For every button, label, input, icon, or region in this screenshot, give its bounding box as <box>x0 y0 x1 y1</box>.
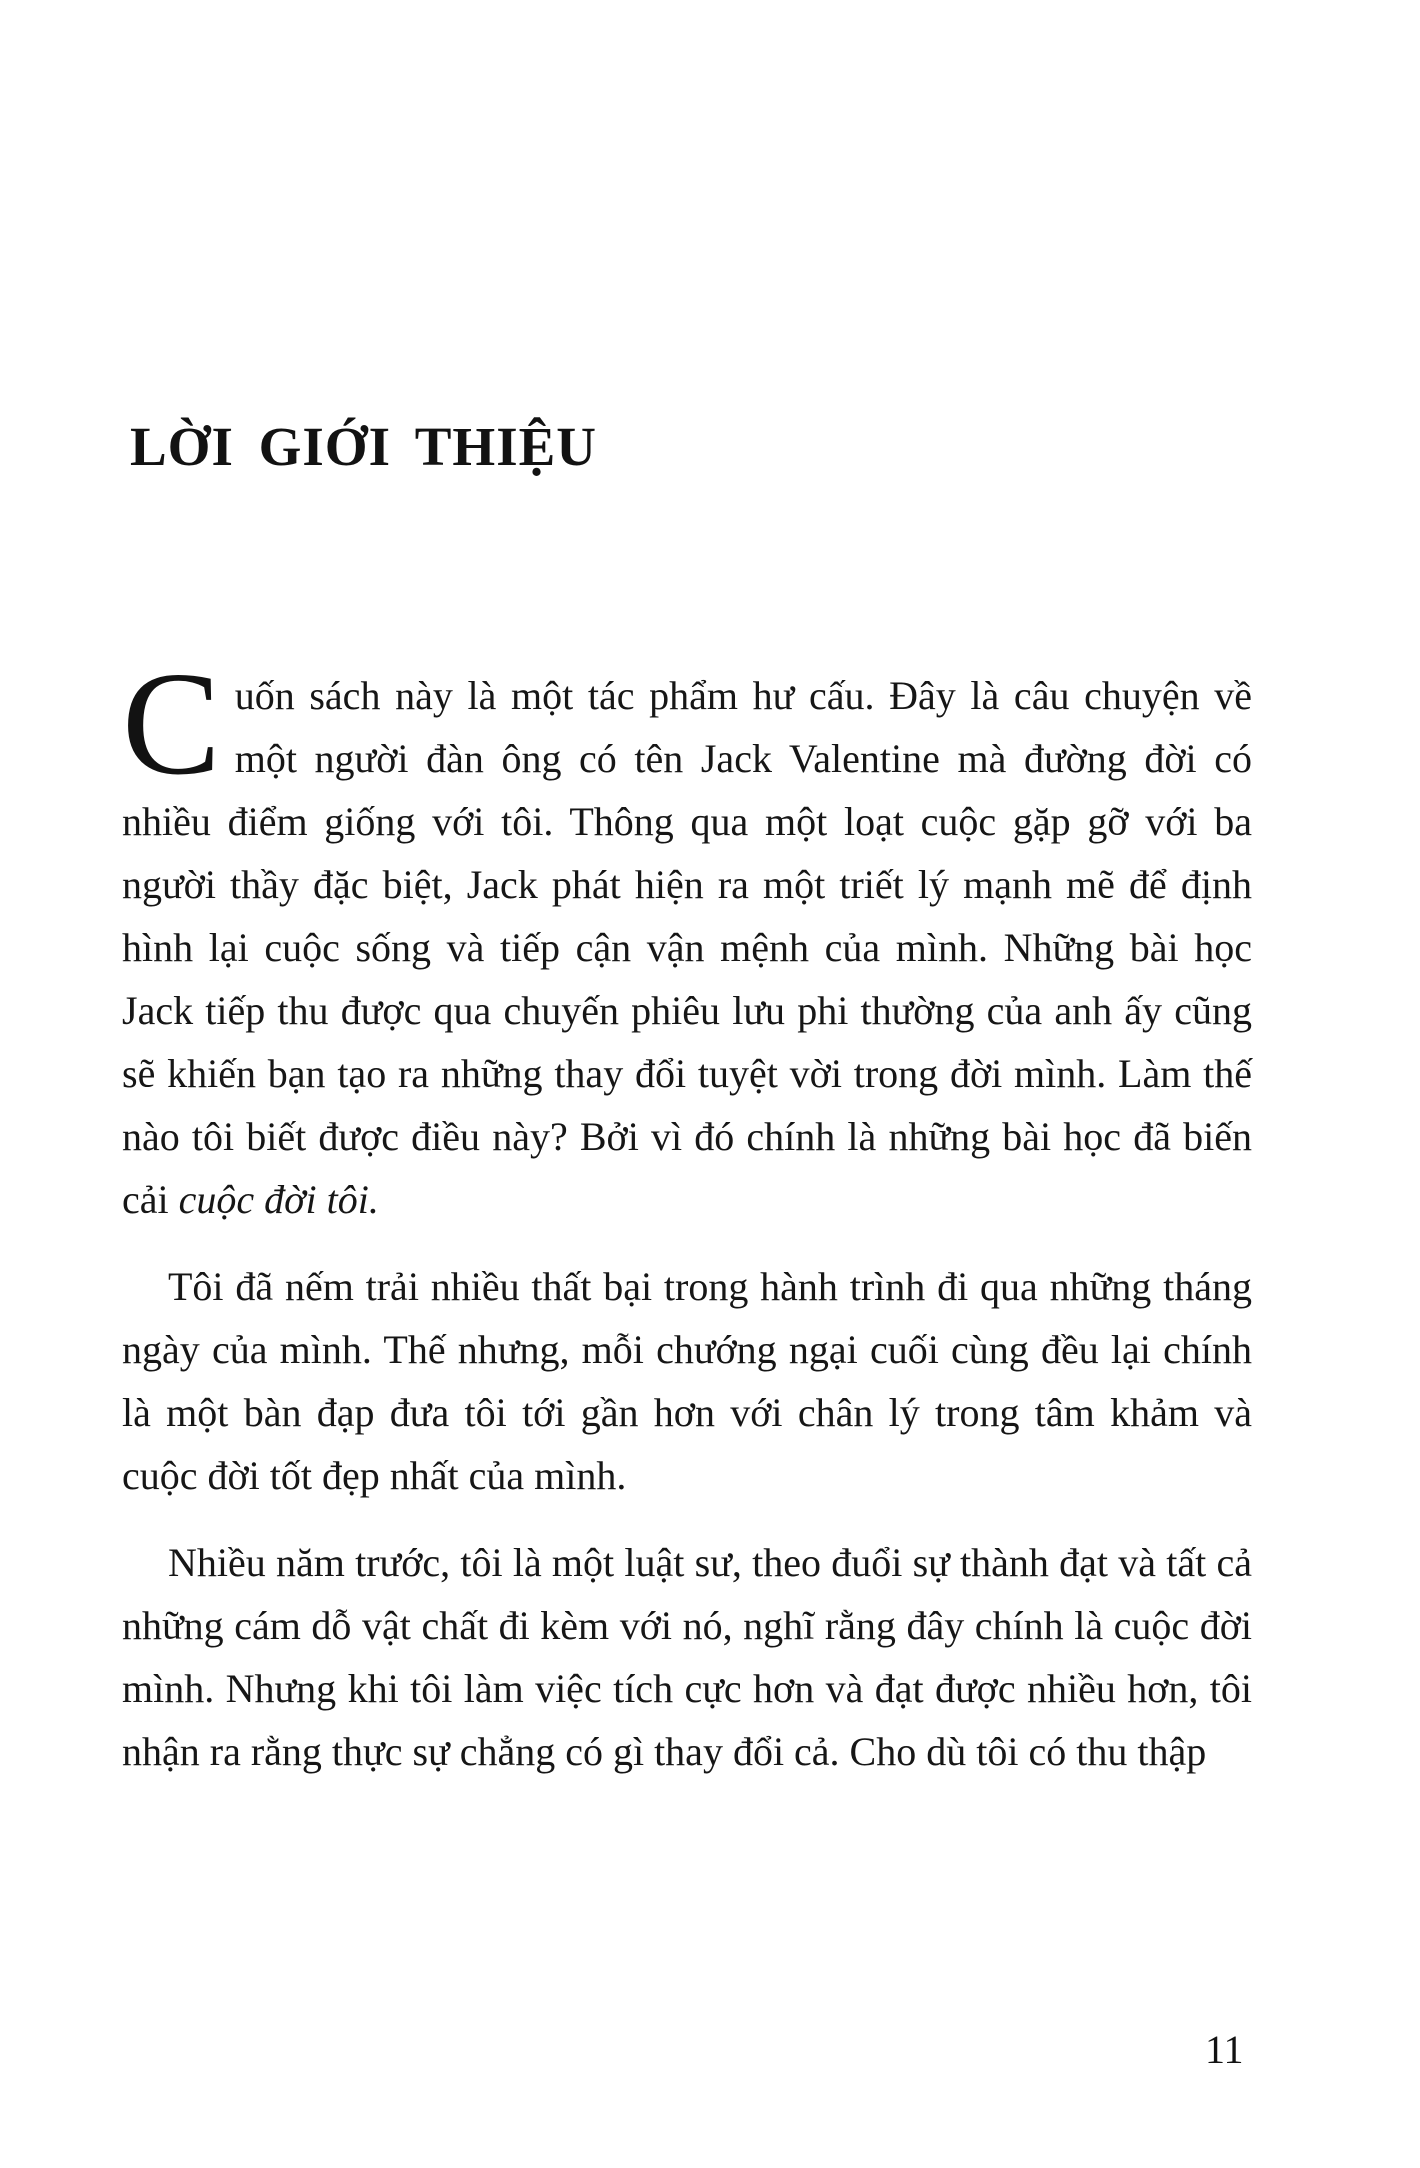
paragraph-2: Tôi đã nếm trải nhiều thất bại trong hành trình đi qua những tháng ngày của mình. Thế nhưng, mỗi chướng ngại cuối cùng đều lại chính là một bàn đạp đưa tôi tới gần hơn với chân lý trong tâm khảm và cuộc đời tốt đẹp nhất của mình. <box>122 1264 1252 1498</box>
page-title: LỜI GIỚI THIỆU <box>130 416 598 477</box>
body-text <box>122 642 1252 1783</box>
dropcap-letter: C <box>122 642 221 806</box>
text-block <box>122 415 1252 1783</box>
paragraph-1-italic-phrase: cuộc đời tôi. <box>178 1177 379 1222</box>
paragraph-1-text: uốn sách này là một tác phẩm hư cấu. Đây là câu chuyện về một người đàn ông có tên Jack Valentine mà đường đời có nhiều điểm giống với tôi. Thông qua một loạt cuộc gặp gỡ với ba người thầy đặc biệt, Jack phát hiện ra một triết lý mạnh mẽ để định hình lại cuộc sống và tiếp cận vận mệnh của mình. Những bài học Jack tiếp thu được qua chuyến phiêu lưu phi thường của anh ấy cũng sẽ khiến bạn tạo ra những thay đổi tuyệt vời trong đời mình. Làm thế nào tôi biết được điều này? Bởi vì đó chính là những bài học đã biến cải <box>122 673 1252 1222</box>
paragraph-1 <box>122 642 1252 1231</box>
paragraph-3: Nhiều năm trước, tôi là một luật sư, theo đuổi sự thành đạt và tất cả những cám dỗ vật chất đi kèm với nó, nghĩ rằng đây chính là cuộc đời mình. Nhưng khi tôi làm việc tích cực hơn và đạt được nhiều hơn, tôi nhận ra rằng thực sự chẳng có gì thay đổi cả. Cho dù tôi có thu thập <box>122 1540 1252 1774</box>
page-number: 11 <box>1205 2027 1244 2072</box>
